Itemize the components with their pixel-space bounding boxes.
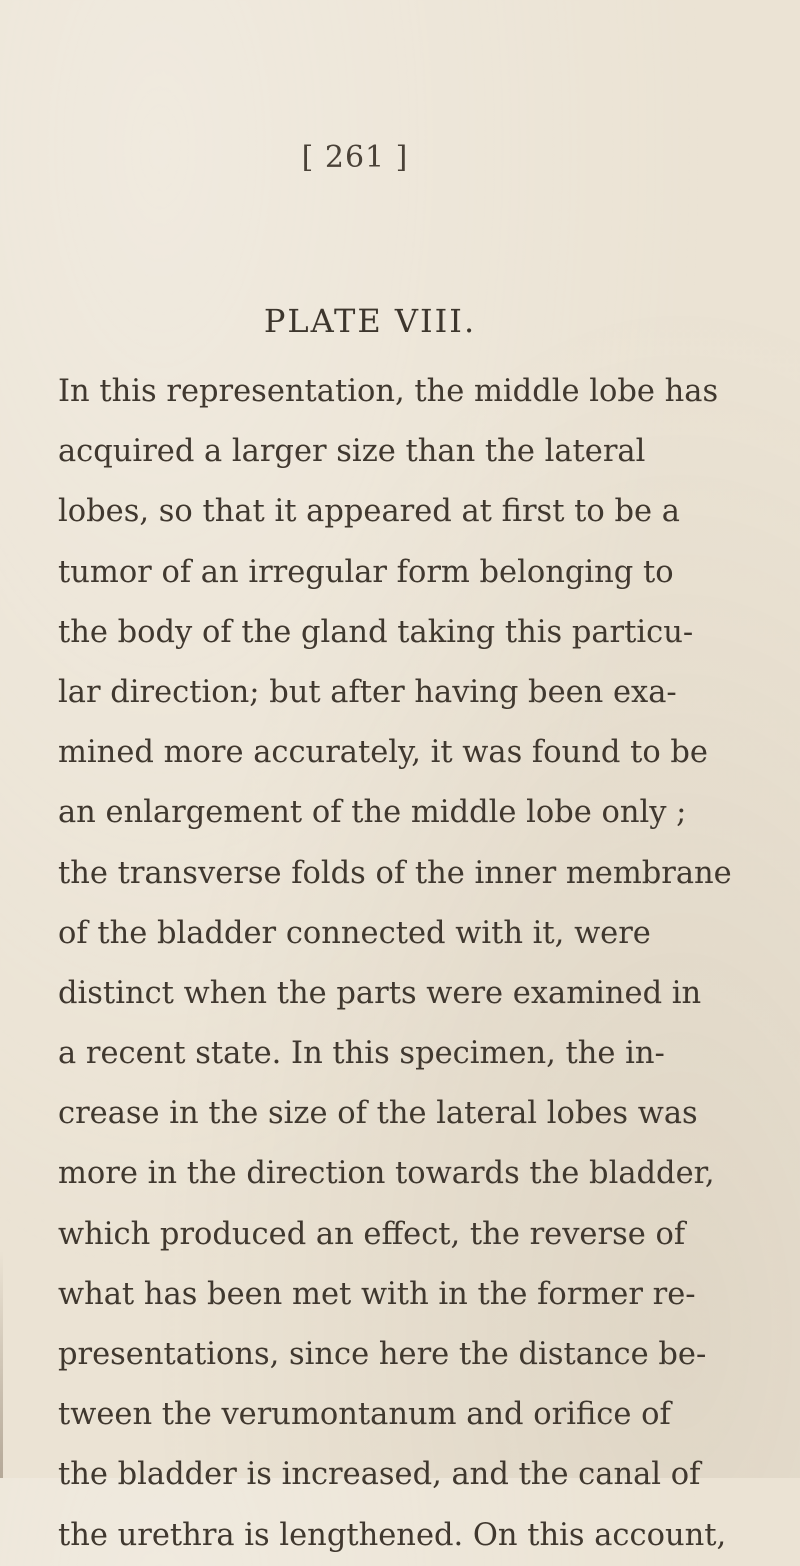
text-line: lobes, so that it appeared at first to be a [58, 494, 680, 530]
text-line: the body of the gland taking this particu- [58, 614, 694, 650]
text-line: a recent state. In this specimen, the in- [58, 1036, 665, 1072]
text-line: which produced an effect, the reverse of [58, 1216, 686, 1252]
text-line: crease in the size of the lateral lobes was [58, 1096, 698, 1132]
text-line: tumor of an irregular form belonging to [58, 554, 674, 590]
text-line: distinct when the parts were examined in [58, 975, 702, 1011]
text-line: presentations, since here the distance be- [58, 1337, 707, 1372]
text-line: In this representation, the middle lobe has [58, 374, 719, 409]
text-line: an enlargement of the middle lobe only ; [58, 795, 687, 831]
text-line: mined more accurately, it was found to be [58, 735, 708, 771]
text-line: acquired a larger size than the lateral [58, 434, 646, 470]
page-edge-shadow [0, 1250, 3, 1478]
text-line: the transverse folds of the inner membrane [58, 855, 732, 891]
text-line: what has been met with in the former re- [58, 1276, 696, 1312]
text-line: the bladder is increased, and the canal of [58, 1457, 701, 1493]
page-number: [ 261 ] [301, 140, 409, 175]
text-line: more in the direction towards the bladder, [58, 1156, 715, 1192]
body-paragraph [58, 362, 800, 1566]
text-line: lar direction; but after having been exa- [58, 674, 677, 710]
text-line: tween the verumontanum and orifice of [58, 1397, 671, 1433]
text-line: the urethra is lengthened. On this account, [58, 1517, 727, 1553]
plate-title: PLATE VIII. [263, 302, 477, 340]
text-line: of the bladder connected with it, were [58, 915, 651, 951]
